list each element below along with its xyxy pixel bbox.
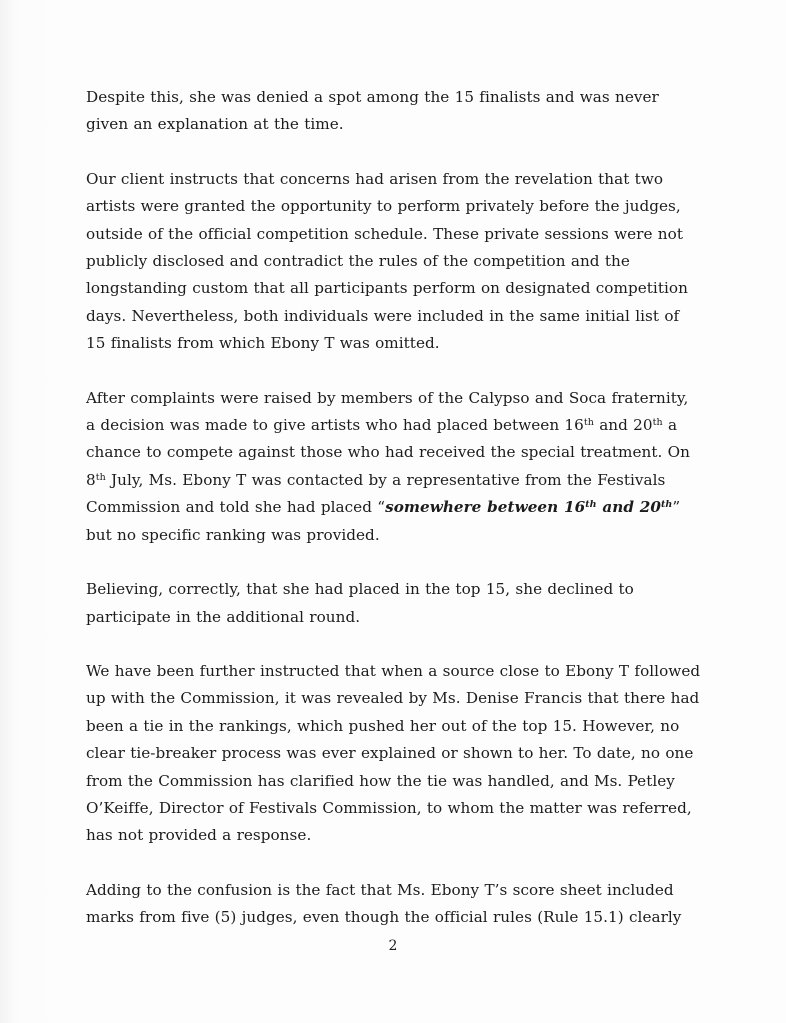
paragraph-finalists-denial: Despite this, she was denied a spot among the 15 finalists and was never given an explanation at the time. xyxy=(86,88,659,134)
paragraph-additional-round xyxy=(86,385,702,549)
paragraph-tie-rankings: We have been further instructed that when a source close to Ebony T followed up with the Commission, it was revealed by Ms. Denise Francis that there had been a tie in the rankings, which pushed her out of the top 15. However, no clear tie-breaker process was ever explained or shown to her. To date, no one from the Commission has clarified how the tie was handled, and Ms. Petley O’Keiffe, Director of Festivals Commission, to whom the matter was referred, has not provided a response. xyxy=(86,661,701,845)
paragraph-declined: Believing, correctly, that she had placed in the top 15, she declined to participate in the additional round. xyxy=(86,580,634,626)
p3-superscript-4: th xyxy=(585,499,597,511)
p3-superscript-3: th xyxy=(95,471,106,483)
paragraph-private-sessions: Our client instructs that concerns had arisen from the revelation that two artists were granted the opportunity to perform privately before the judges, outside of the official competition schedule. These private sessions were not publicly disclosed and contradict the rules of the competition and the longstanding custom that all participants perform on designated competition days. Nevertheless, both individuals were included in the same initial list of 15 finalists from which Ebony T was omitted. xyxy=(86,169,688,353)
p3-superscript-5: th xyxy=(660,499,673,511)
p3-superscript-1: th xyxy=(583,416,594,428)
page-number: 2 xyxy=(388,938,398,954)
p3-emphasis xyxy=(385,498,672,516)
p3-text-a: After complaints were raised by members of the Calypso and Soca fraternity, a decision was made to give artists who had placed between 16 xyxy=(86,388,689,435)
p3-text-d: July, Ms. Ebony T was contacted by a representative from the Festivals Commission and told she had placed “ xyxy=(86,470,666,517)
p3-emphasis-text-2: and 20 xyxy=(596,498,661,517)
p3-text-c: a chance to compete against those who had received the special treatment. On 8 xyxy=(86,416,690,489)
p3-text-b: and 20 xyxy=(593,416,653,435)
p3-emphasis-text-1: somewhere between 16 xyxy=(385,498,586,517)
p3-superscript-2: th xyxy=(652,416,663,428)
p3-text-f: ” but no specific ranking was provided. xyxy=(86,498,681,544)
paragraph-score-sheet: Adding to the confusion is the fact that Ms. Ebony T’s score sheet included marks from five (5) judges, even though the official rules (Rule 15.1) clearly xyxy=(86,880,682,927)
